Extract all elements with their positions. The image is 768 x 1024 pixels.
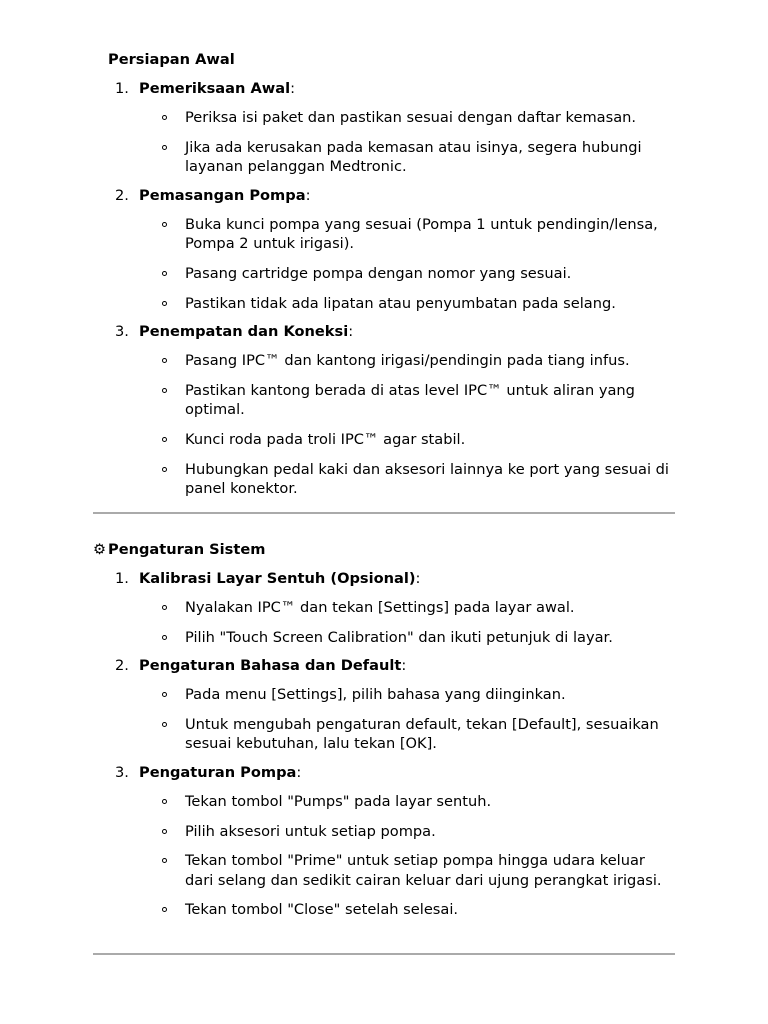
hollow-circle-bullet-icon (162, 722, 167, 727)
hollow-circle-bullet-icon (162, 467, 167, 472)
bullet-text: Tekan tombol "Close" setelah selesai. (185, 901, 459, 919)
hollow-circle-bullet-icon (162, 907, 167, 912)
step-list (93, 79, 675, 499)
bullet-text: Pasang IPC™ dan kantong irigasi/pendingin pada tiang infus. (185, 352, 630, 370)
hollow-circle-bullet-icon (162, 388, 167, 393)
step-title: Pemeriksaan Awal (139, 80, 291, 97)
section-title (93, 540, 675, 560)
step-suffix: : (401, 657, 407, 675)
bullet-item (93, 215, 675, 254)
step-number: 1. (115, 570, 129, 587)
step-heading (93, 569, 675, 589)
hollow-circle-bullet-icon (162, 437, 167, 442)
step-number: 2. (115, 186, 129, 204)
hollow-circle-bullet-icon (162, 145, 167, 150)
section-divider (93, 512, 675, 514)
section-title-text: Persiapan Awal (108, 51, 235, 68)
step-number: 3. (115, 323, 129, 341)
step-title: Pemasangan Pompa (139, 186, 306, 204)
step-number: 2. (115, 657, 129, 675)
bullet-item (93, 264, 675, 284)
bullet-text: Pilih aksesori untuk setiap pompa. (185, 822, 436, 840)
bullet-text: Tekan tombol "Prime" untuk setiap pompa hingga udara keluar dari selang dan sedikit cairan keluar dari ujung perangkat irigasi. (185, 852, 662, 889)
step-suffix: : (305, 186, 311, 204)
bullet-text: Periksa isi paket dan pastikan sesuai dengan daftar kemasan. (185, 109, 637, 126)
bullet-item (93, 792, 675, 812)
bullet-item (93, 351, 675, 371)
step-suffix: : (415, 570, 421, 587)
step-suffix: : (290, 80, 296, 97)
bullet-item (93, 381, 675, 420)
bullet-text: Hubungkan pedal kaki dan aksesori lainnya ke port yang sesuai di panel konektor. (185, 460, 669, 498)
step-number: 1. (115, 80, 129, 97)
step-item (93, 79, 675, 177)
bullet-item (93, 715, 675, 754)
step-item (93, 186, 675, 313)
bullet-text: Jika ada kerusakan pada kemasan atau isinya, segera hubungi layanan pelanggan Medtronic. (185, 138, 642, 176)
hollow-circle-bullet-icon (162, 115, 167, 120)
bullet-text: Buka kunci pompa yang sesuai (Pompa 1 untuk pendingin/lensa, Pompa 2 untuk irigasi). (185, 215, 658, 253)
hollow-circle-bullet-icon (162, 829, 167, 834)
bullet-list (93, 598, 675, 647)
step-title: Pengaturan Bahasa dan Default (139, 657, 402, 675)
bullet-text: Pilih "Touch Screen Calibration" dan ikuti petunjuk di layar. (185, 628, 613, 646)
bullet-item (93, 108, 675, 128)
step-list (93, 569, 675, 920)
step-item (93, 569, 675, 647)
bullet-text: Pastikan kantong berada di atas level IPC™ untuk aliran yang optimal. (185, 381, 635, 419)
bullet-list (93, 108, 675, 177)
step-title: Pengaturan Pompa (139, 763, 297, 781)
section-pengaturan-sistem (93, 540, 675, 929)
bullet-text: Pasang cartridge pompa dengan nomor yang sesuai. (185, 264, 572, 282)
step-item (93, 656, 675, 754)
section-persiapan-awal (93, 50, 675, 508)
bullet-text: Untuk mengubah pengaturan default, tekan [Default], sesuaikan sesuai kebutuhan, lalu tekan [OK]. (185, 715, 659, 753)
hollow-circle-bullet-icon (162, 858, 167, 863)
bullet-text: Nyalakan IPC™ dan tekan [Settings] pada layar awal. (185, 599, 575, 616)
gear-icon: ⚙ (93, 541, 107, 558)
bullet-item (93, 685, 675, 705)
hollow-circle-bullet-icon (162, 799, 167, 804)
bullet-item (93, 294, 675, 314)
bullet-item (93, 628, 675, 648)
bullet-item (93, 851, 675, 890)
section-title (93, 50, 675, 70)
hollow-circle-bullet-icon (162, 271, 167, 276)
step-item (93, 763, 675, 920)
step-title: Kalibrasi Layar Sentuh (Opsional) (139, 570, 416, 587)
bullet-list (93, 792, 675, 920)
bullet-text: Tekan tombol "Pumps" pada layar sentuh. (185, 792, 492, 810)
bullet-item (93, 430, 675, 450)
hollow-circle-bullet-icon (162, 222, 167, 227)
hollow-circle-bullet-icon (162, 692, 167, 697)
bullet-text: Kunci roda pada troli IPC™ agar stabil. (185, 430, 466, 448)
bullet-item (93, 900, 675, 920)
bullet-list (93, 215, 675, 313)
bullet-item (93, 138, 675, 177)
bullet-list (93, 351, 675, 499)
step-heading (93, 322, 675, 342)
step-suffix: : (296, 763, 302, 781)
bullet-text: Pada menu [Settings], pilih bahasa yang diinginkan. (185, 686, 566, 704)
section-divider (93, 953, 675, 955)
bullet-item (93, 822, 675, 842)
bullet-text: Pastikan tidak ada lipatan atau penyumbatan pada selang. (185, 294, 616, 312)
hollow-circle-bullet-icon (162, 635, 167, 640)
step-heading (93, 79, 675, 99)
step-title: Penempatan dan Koneksi (139, 323, 349, 341)
step-heading (93, 186, 675, 206)
section-title-text: Pengaturan Sistem (108, 541, 266, 558)
bullet-item (93, 460, 675, 499)
step-heading (93, 763, 675, 783)
step-number: 3. (115, 763, 129, 781)
bullet-item (93, 598, 675, 618)
step-item (93, 322, 675, 499)
hollow-circle-bullet-icon (162, 605, 167, 610)
bullet-list (93, 685, 675, 754)
step-heading (93, 656, 675, 676)
hollow-circle-bullet-icon (162, 358, 167, 363)
step-suffix: : (348, 323, 354, 341)
hollow-circle-bullet-icon (162, 301, 167, 306)
